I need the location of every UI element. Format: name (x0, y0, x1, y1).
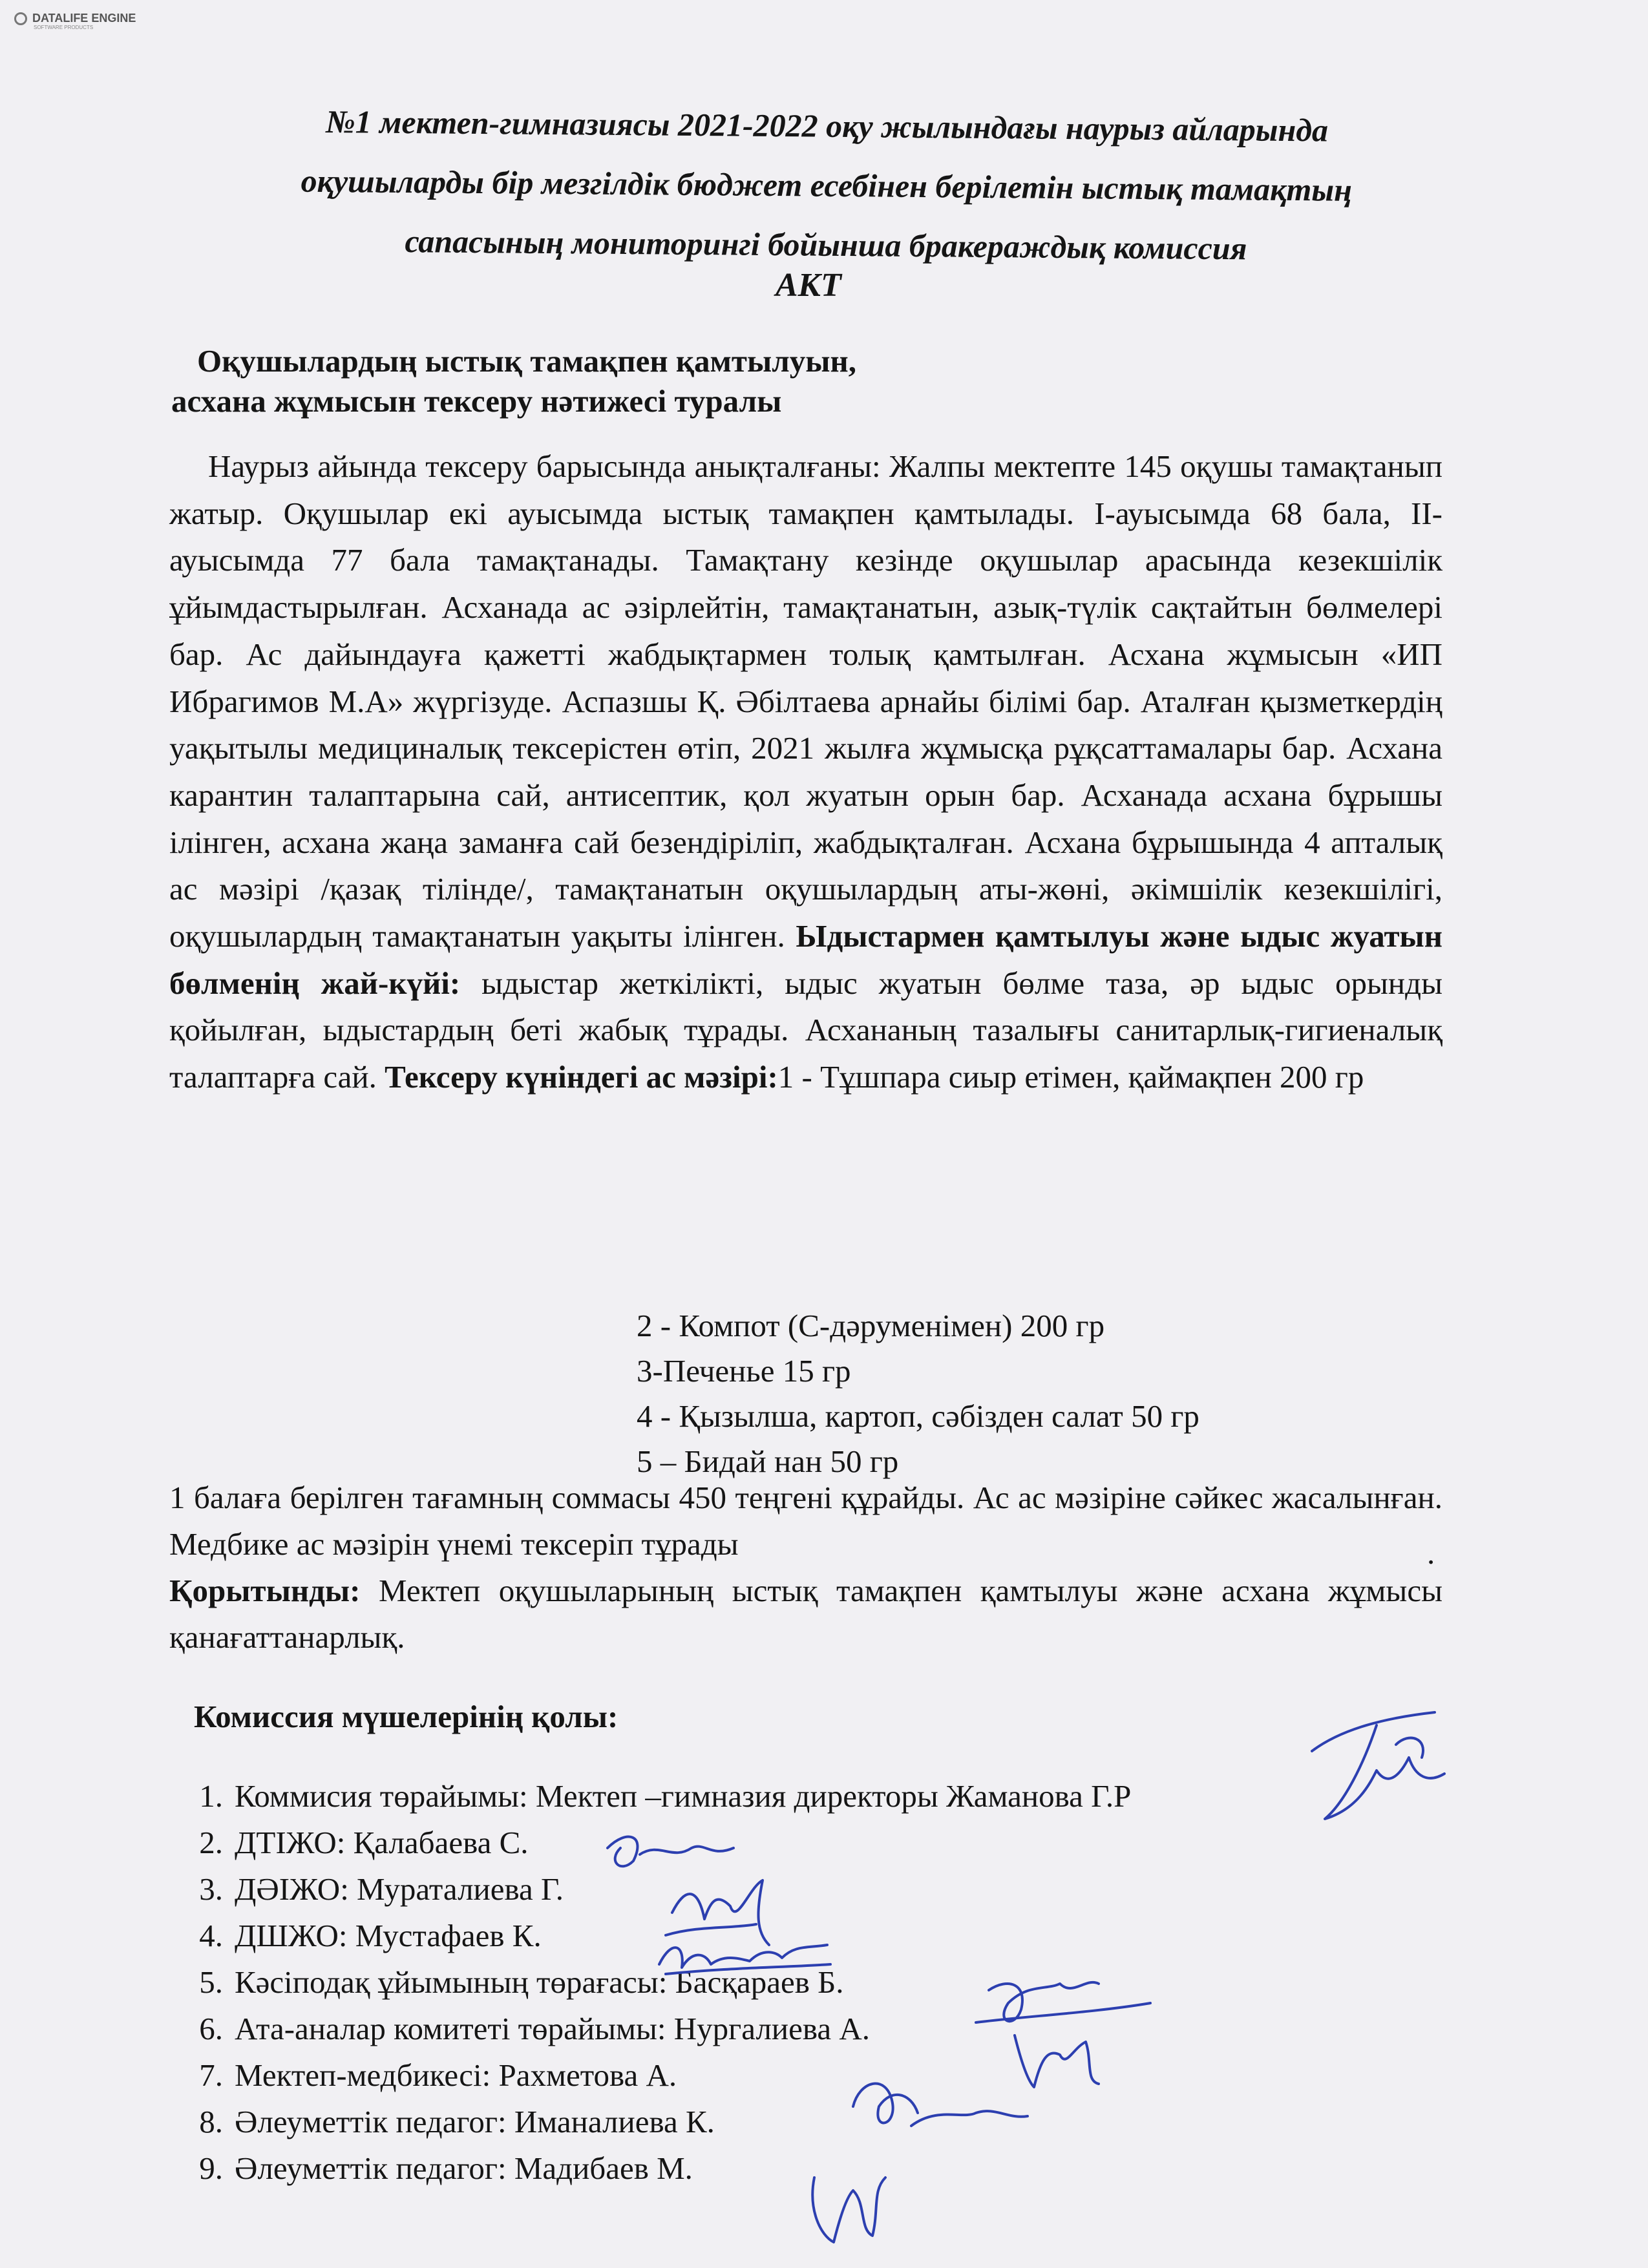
member-number: 6. (199, 2011, 223, 2046)
member-name: Әлеуметтік педагог: Мадибаев М. (235, 2150, 693, 2186)
list-item (174, 1773, 1131, 1820)
logo-text: DATALIFE ENGINE (32, 12, 136, 25)
logo-subtext: SOFTWARE PRODUCTS (34, 25, 94, 30)
list-item (174, 2145, 1131, 2192)
title-line: сапасының мониторингі бойынша бракераждық комиссия (405, 223, 1247, 267)
member-number: 1. (199, 1778, 223, 1814)
act-subject (171, 341, 856, 421)
akt-heading: АКТ (776, 267, 841, 304)
menu-item: 3-Печенье 15 гр (637, 1353, 851, 1389)
member-name: Ата-аналар комитеті төрайымы: Нургалиева А. (235, 2011, 870, 2046)
member-name: ДӘІЖО: Мураталиева Г. (235, 1871, 564, 1907)
title-line: №1 мектеп-гимназиясы 2021-2022 оқу жылындағы наурыз айларында (325, 103, 1329, 149)
member-name: ДТІЖО: Қалабаева С. (235, 1825, 529, 1860)
member-number: 7. (199, 2057, 223, 2093)
member-number: 5. (199, 1964, 223, 2000)
logo-mark-icon (14, 12, 27, 25)
member-number: 2. (199, 1825, 223, 1860)
signature-chair (1299, 1706, 1454, 1835)
member-name: Әлеуметтік педагог: Иманалиева К. (235, 2104, 715, 2139)
signature-member-9 (795, 2152, 892, 2249)
document-title (180, 90, 1474, 280)
member-number: 4. (199, 1918, 223, 1953)
menu-item: 5 – Бидай нан 50 гр (637, 1444, 899, 1479)
member-number: 8. (199, 2104, 223, 2139)
member-name: ДШЖО: Мустафаев К. (235, 1918, 542, 1953)
menu-item: 2 - Компот (С-дәруменімен) 200 гр (637, 1308, 1105, 1343)
member-name: Коммисия төрайымы: Мектеп –гимназия директоры Жаманова Г.Р (235, 1778, 1132, 1814)
menu-item: 4 - Қызылша, картоп, сәбізден салат 50 гр (637, 1398, 1199, 1434)
member-number: 3. (199, 1871, 223, 1907)
price-text: 1 балаға берілген тағамның соммасы 450 теңгені құрайды. Ас ас мәзіріне сәйкес жасалынған. Медбике ас мәзірін үнемі тексеріп тұрады (169, 1480, 1442, 1562)
menu-list (637, 1303, 1199, 1484)
conclusion-label: Қорытынды: (169, 1573, 361, 1608)
subject-line: асхана жұмысын тексеру нәтижесі туралы (171, 383, 782, 419)
body-paragraph: Наурыз айында тексеру барысында анықталғаны: Жалпы мектепте 145 оқушы тамақтанып жатыр. Оқушылар екі ауысымда ыстық тамақпен қамтылады. І-ауысымда 68 бала, ІІ-ауысымда 77 бала тамақтанады. Тамақтану кезінде оқушылар арасында кезекшілік ұйымдастырылған. Асханада ас әзірлейтін, тамақтанатын, азық-түлік сақтайтын бөлмелері бар. Ас дайындауға қажетті жабдықтармен толық қамтылған. Асхана жұмысын «ИП Ибрагимов М.А» жүргізуде. Аспазшы Қ. Әбілтаева арнайы білімі бар. Аталған қызметкердің уақытылы медициналық тексерістен өтіп, 2021 жылға жұмысқа рұқсаттамалары бар. Асхана карантин талаптарына сай, антисептик, қол жуатын орын бар. Асханада асхана бұрышы ілінген, асхана жаңа заманға сай безендіріліп, жабдықталған. Асхана бұрышында 4 апталық ас мәзірі /қазақ тілінде/, тамақтанатын оқушылардың аты-жөні, әкімшілік кезекшілігі, оқушылардың тамақтанатын уақыты ілінген. (169, 448, 1442, 954)
dishes-label: Ыдыстармен қамтылуы және ыдыс жуатын бөлменің жай-күйі: (169, 918, 1443, 1001)
menu-item-first: 1 - Тұшпара сиыр етімен, қаймақпен 200 гр (777, 1059, 1364, 1095)
subject-line: Оқушылардың ыстық тамақпен қамтылуын, (197, 343, 856, 379)
member-name: Мектеп-медбикесі: Рахметова А. (235, 2057, 677, 2093)
menu-label: Тексеру күніндегі ас мәзірі: (385, 1059, 778, 1095)
conclusion-text: Мектеп оқушыларының ыстық тамақпен қамтылуы және асхана жұмысы қанағаттанарлық. (169, 1573, 1443, 1655)
signature-member-7 (834, 2068, 1041, 2152)
act-body (169, 443, 1442, 1101)
commission-heading: Комиссия мүшелерінің қолы: (194, 1699, 618, 1734)
conclusion-section (169, 1475, 1442, 1661)
member-name: Кәсіподақ ұйымының төрағасы: Басқараев Б. (235, 1964, 844, 2000)
signature-member-4 (653, 1932, 834, 1984)
datalife-engine-logo (14, 12, 136, 30)
dishes-text: ыдыстар жеткілікті, ыдыс жуатын бөлме таза, әр ыдыс орынды қойылған, ыдыстардың беті жабық тұрады. Асхананың тазалығы санитарлық-гигиеналық талаптарға сай. (169, 965, 1443, 1095)
trailing-dot: . (1427, 1535, 1435, 1571)
member-number: 9. (199, 2150, 223, 2186)
title-line: оқушыларды бір мезгілдік бюджет есебінен берілетін ыстық тамақтың (301, 162, 1353, 208)
